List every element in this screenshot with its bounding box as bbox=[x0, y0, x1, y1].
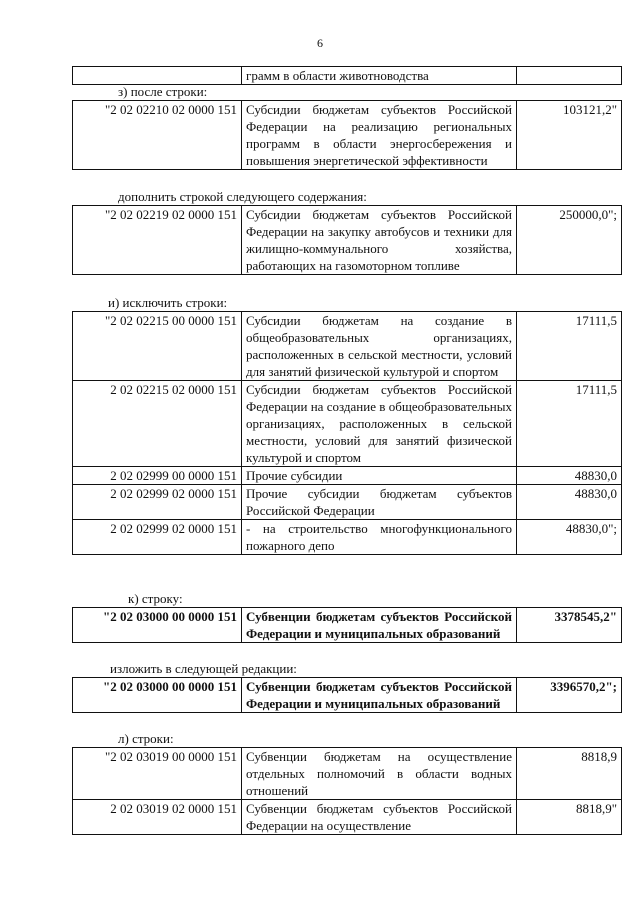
table-row bbox=[73, 67, 622, 85]
value-cell: 48830,0 bbox=[517, 485, 622, 520]
value-cell: 103121,2" bbox=[517, 101, 622, 170]
value-cell: 8818,9" bbox=[517, 800, 622, 835]
description-cell: Субсидии бюджетам субъектов Российской Федерации на закупку автобусов и техники для жилищно-коммунального хозяйства, работающих на газомоторном топливе bbox=[242, 206, 517, 275]
code-cell: 2 02 02999 02 0000 151 bbox=[73, 520, 242, 555]
instruction-l: л) строки: bbox=[118, 731, 174, 746]
description-cell: Субсидии бюджетам на создание в общеобразовательных организациях, расположенных в сельской местности, условий для занятий физической культурой и спортом bbox=[242, 312, 517, 381]
instruction-edit: изложить в следующей редакции: bbox=[110, 661, 297, 676]
description-cell: Субсидии бюджетам субъектов Российской Федерации на создание в общеобразовательных организациях, расположенных в сельской местности, условий для занятий физической культурой и спортом bbox=[242, 381, 517, 467]
value-cell: 250000,0"; bbox=[517, 206, 622, 275]
table-row bbox=[73, 608, 622, 643]
value-cell: 17111,5 bbox=[517, 312, 622, 381]
table-row bbox=[73, 101, 622, 170]
table-row bbox=[73, 520, 622, 555]
code-cell: "2 02 02219 02 0000 151 bbox=[73, 206, 242, 275]
value-cell: 8818,9 bbox=[517, 748, 622, 800]
code-cell: "2 02 02215 00 0000 151 bbox=[73, 312, 242, 381]
value-cell: 48830,0"; bbox=[517, 520, 622, 555]
value-cell: 3396570,2"; bbox=[517, 678, 622, 713]
instruction-i: и) исключить строки: bbox=[108, 295, 228, 310]
table-row bbox=[73, 678, 622, 713]
code-cell: "2 02 03000 00 0000 151 bbox=[73, 678, 242, 713]
description-cell: Субвенции бюджетам на осуществление отдельных полномочий в области водных отношений bbox=[242, 748, 517, 800]
page-number: 6 bbox=[317, 36, 323, 50]
code-cell: "2 02 03019 00 0000 151 bbox=[73, 748, 242, 800]
table-row bbox=[73, 206, 622, 275]
table-continuation bbox=[72, 66, 607, 85]
description-cell: Прочие субсидии bbox=[242, 467, 517, 485]
value-cell: 17111,5 bbox=[517, 381, 622, 467]
instruction-z: з) после строки: bbox=[118, 84, 208, 99]
description-cell: - на строительство многофункционального пожарного депо bbox=[242, 520, 517, 555]
code-cell bbox=[73, 67, 242, 85]
table-k bbox=[72, 607, 617, 643]
table-row bbox=[73, 748, 622, 800]
value-cell: 3378545,2" bbox=[517, 608, 622, 643]
table-z bbox=[72, 100, 617, 170]
code-cell: 2 02 03019 02 0000 151 bbox=[73, 800, 242, 835]
instruction-add: дополнить строкой следующего содержания: bbox=[118, 189, 367, 204]
description-cell: грамм в области животноводства bbox=[242, 67, 517, 85]
table-i bbox=[72, 311, 617, 555]
code-cell: 2 02 02999 02 0000 151 bbox=[73, 485, 242, 520]
table-row bbox=[73, 467, 622, 485]
code-cell: "2 02 02210 02 0000 151 bbox=[73, 101, 242, 170]
code-cell: 2 02 02215 02 0000 151 bbox=[73, 381, 242, 467]
value-cell: 48830,0 bbox=[517, 467, 622, 485]
table-edit bbox=[72, 677, 617, 713]
table-add bbox=[72, 205, 617, 275]
instruction-k: к) строку: bbox=[128, 591, 183, 606]
description-cell: Прочие субсидии бюджетам субъектов Российской Федерации bbox=[242, 485, 517, 520]
code-cell: "2 02 03000 00 0000 151 bbox=[73, 608, 242, 643]
table-row bbox=[73, 381, 622, 467]
table-row bbox=[73, 485, 622, 520]
description-cell: Субсидии бюджетам субъектов Российской Федерации на реализацию региональных программ в области энергосбережения и повышения энергетической эффективности bbox=[242, 101, 517, 170]
description-cell: Субвенции бюджетам субъектов Российской Федерации и муниципальных образований bbox=[242, 678, 517, 713]
table-l bbox=[72, 747, 617, 835]
value-cell bbox=[517, 67, 622, 85]
description-cell: Субвенции бюджетам субъектов Российской Федерации на осуществление bbox=[242, 800, 517, 835]
table-row bbox=[73, 800, 622, 835]
table-row bbox=[73, 312, 622, 381]
description-cell: Субвенции бюджетам субъектов Российской Федерации и муниципальных образований bbox=[242, 608, 517, 643]
code-cell: 2 02 02999 00 0000 151 bbox=[73, 467, 242, 485]
